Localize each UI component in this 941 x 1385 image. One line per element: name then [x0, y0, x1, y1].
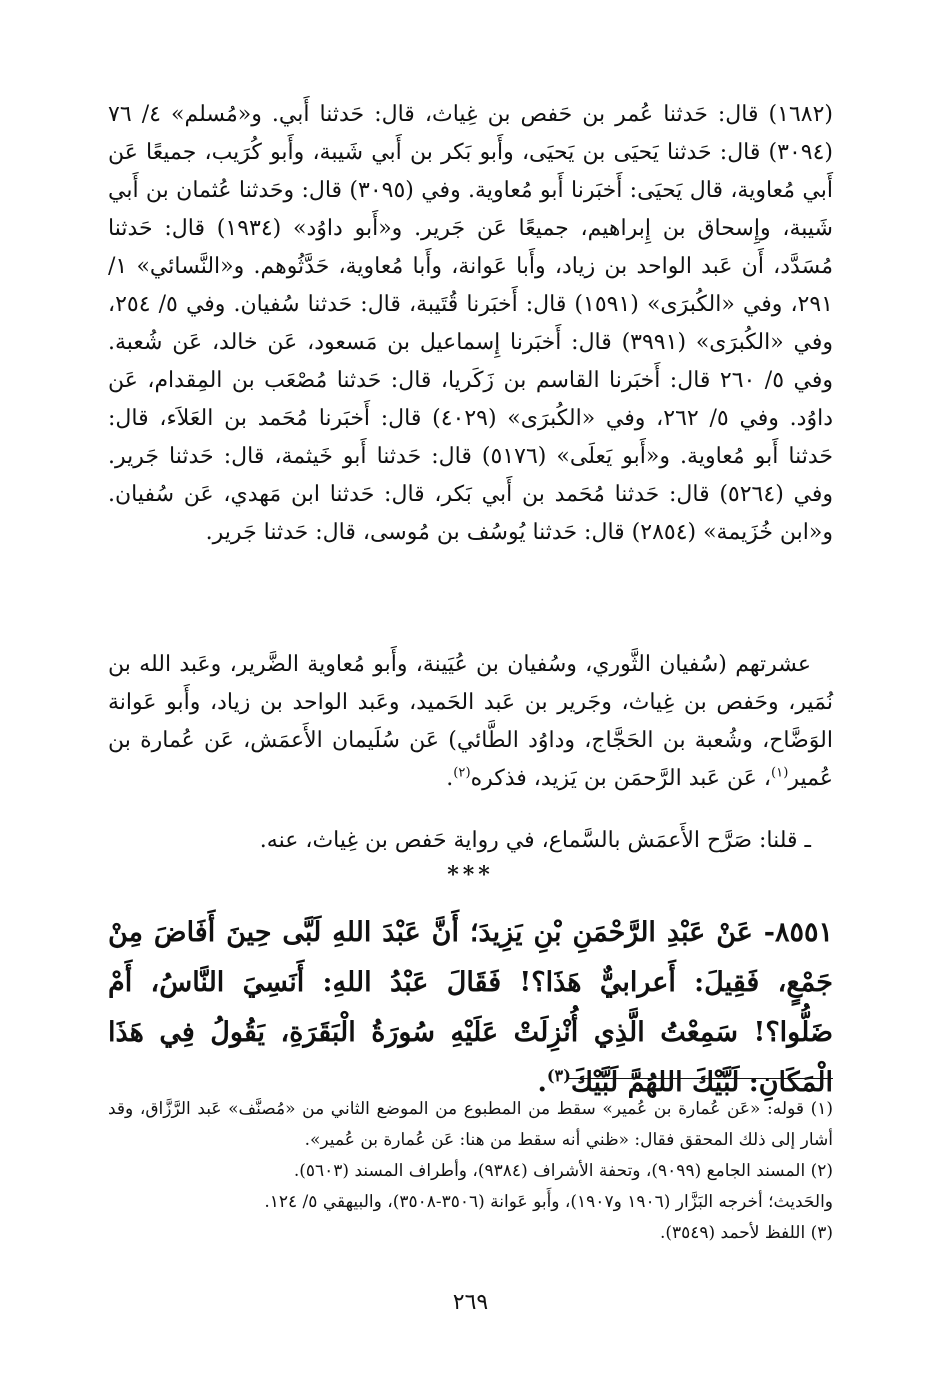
footnote-2: (٢) المسند الجامع (٩٠٩٩)، وتحفة الأشراف (٩٣٨٤)، وأطراف المسند (٥٦٠٣). — [293, 1161, 833, 1181]
narrators-text-end: ، عَن عَبد الرَّحمَن بن يَزيد، فذكره — [470, 766, 771, 791]
narrators-text: عشرتهم (سُفيان الثَّوري، وسُفيان بن عُيَينة، وأَبو مُعاوية الضَّرير، وعَبد الله بن نُمَير، وحَفص بن غِياث، وجَرير بن عَبد الحَميد، وعَبد الواحد بن زياد، وأَبو عَوانة الوَضَّاح، وشُعبة بن الحَجَّاج، وداوُد الطَّائي) عَن سُلَيمان الأَعمَش، عَن عُمارة بن عُمير — [108, 652, 833, 791]
narrators-period: . — [446, 766, 454, 791]
hadith-period: . — [537, 1067, 547, 1098]
footnotes — [108, 1094, 833, 1249]
note-line: ـ قلنا: صَرَّح الأَعمَش بالسَّماع، في رواية حَفص بن غِياث، عنه. — [259, 828, 811, 853]
footnote-ref-2[interactable]: (٢) — [453, 765, 471, 781]
footnote-3: (٣) اللفظ لأحمد (٣٥٤٩). — [659, 1223, 833, 1243]
page-number: ٢٦٩ — [452, 1290, 489, 1315]
footnote-2-continuation: والحَديث؛ أخرجه البَزَّار (١٩٠٦ و١٩٠٧)، وأَبو عَوانة (٣٥٠٦-٣٥٠٨)، والبيهقي ٥/ ١٢٤. — [264, 1192, 833, 1212]
footnote-ref-3[interactable]: (٣) — [546, 1066, 571, 1085]
section-separator: *** — [447, 862, 494, 888]
narrators-paragraph — [108, 646, 833, 798]
footnote-divider — [568, 1078, 833, 1079]
hadith-text: ٨٥٥١- عَنْ عَبْدِ الرَّحْمَنِ بْنِ يَزِيدَ؛ أَنَّ عَبْدَ اللهِ لَبَّى حِينَ أَفَاضَ مِنْ جَمْعٍ، فَقِيلَ: أَعرابيٌّ هَذَا؟! فَقَالَ عَبْدُ اللهِ: أَنَسِيَ النَّاسُ، أَمْ ضَلُّوا؟! سَمِعْتُ الَّذِي أُنْزِلَتْ عَلَيْهِ سُورَةُ الْبَقَرَةِ، يَقُولُ فِي هَذَا الْمَكَانِ: لَبَّيْكَ اللهُمَّ لَبَّيْكَ — [108, 917, 833, 1098]
footnote-ref-1[interactable]: (١) — [770, 765, 789, 781]
sources-paragraph — [108, 96, 833, 552]
footnote-1: (١) قوله: «عَن عُمارة بن عُمير» سقط من المطبوع من الموضع الثاني من «مُصنَّف» عَبد الرَّزَّاق، وقد أشار إلى ذلك المحقق فقال: «ظني أنه سقط من هنا: عَن عُمارة بن عُمير». — [108, 1099, 833, 1150]
sources-text: (١٦٨٢) قال: حَدثنا عُمر بن حَفص بن غِياث، قال: حَدثنا أَبي. و«مُسلم» ٤/ ٧٦ (٣٠٩٤) قال: حَدثنا يَحيَى بن يَحيَى، وأَبو بَكر بن أَبي شَيبة، وأَبو كُرَيب، جميعًا عَن أَبي مُعاوية، قال يَحيَى: أَخبَرنا أَبو مُعاوية. وفي (٣٠٩٥) قال: وحَدثنا عُثمان بن أَبي شَيبة، وإِسحاق بن إِبراهيم، جميعًا عَن جَرير. و«أَبو داوُد» (١٩٣٤) قال: حَدثنا مُسَدَّد، أَن عَبد الواحد بن زياد، وأَبا عَوانة، وأَبا مُعاوية، حَدَّثُوهم. و«النَّسائي» ١/ ٢٩١، وفي «الكُبرَى» (١٥٩١) قال: أَخبَرنا قُتَيبة، قال: حَدثنا سُفيان. وفي ٥/ ٢٥٤، وفي «الكُبرَى» (٣٩٩١) قال: أَخبَرنا إِسماعيل بن مَسعود، عَن خالد، عَن شُعبة. وفي ٥/ ٢٦٠ قال: أَخبَرنا القاسم بن زَكَريا، قال: حَدثنا مُصْعَب بن المِقدام، عَن داوُد. وفي ٥/ ٢٦٢، وفي «الكُبرَى» (٤٠٢٩) قال: أَخبَرنا مُحَمد بن العَلاَء، قال: حَدثنا أَبو مُعاوية. و«أَبو يَعلَى» (٥١٧٦) قال: حَدثنا أَبو خَيثمة، قال: حَدثنا جَرير. وفي (٥٢٦٤) قال: حَدثنا مُحَمد بن أَبي بَكر، قال: حَدثنا ابن مَهدي، عَن سُفيان. و«ابن خُزَيمة» (٢٨٥٤) قال: حَدثنا يُوسُف بن مُوسى، قال: حَدثنا جَرير. — [108, 102, 834, 545]
